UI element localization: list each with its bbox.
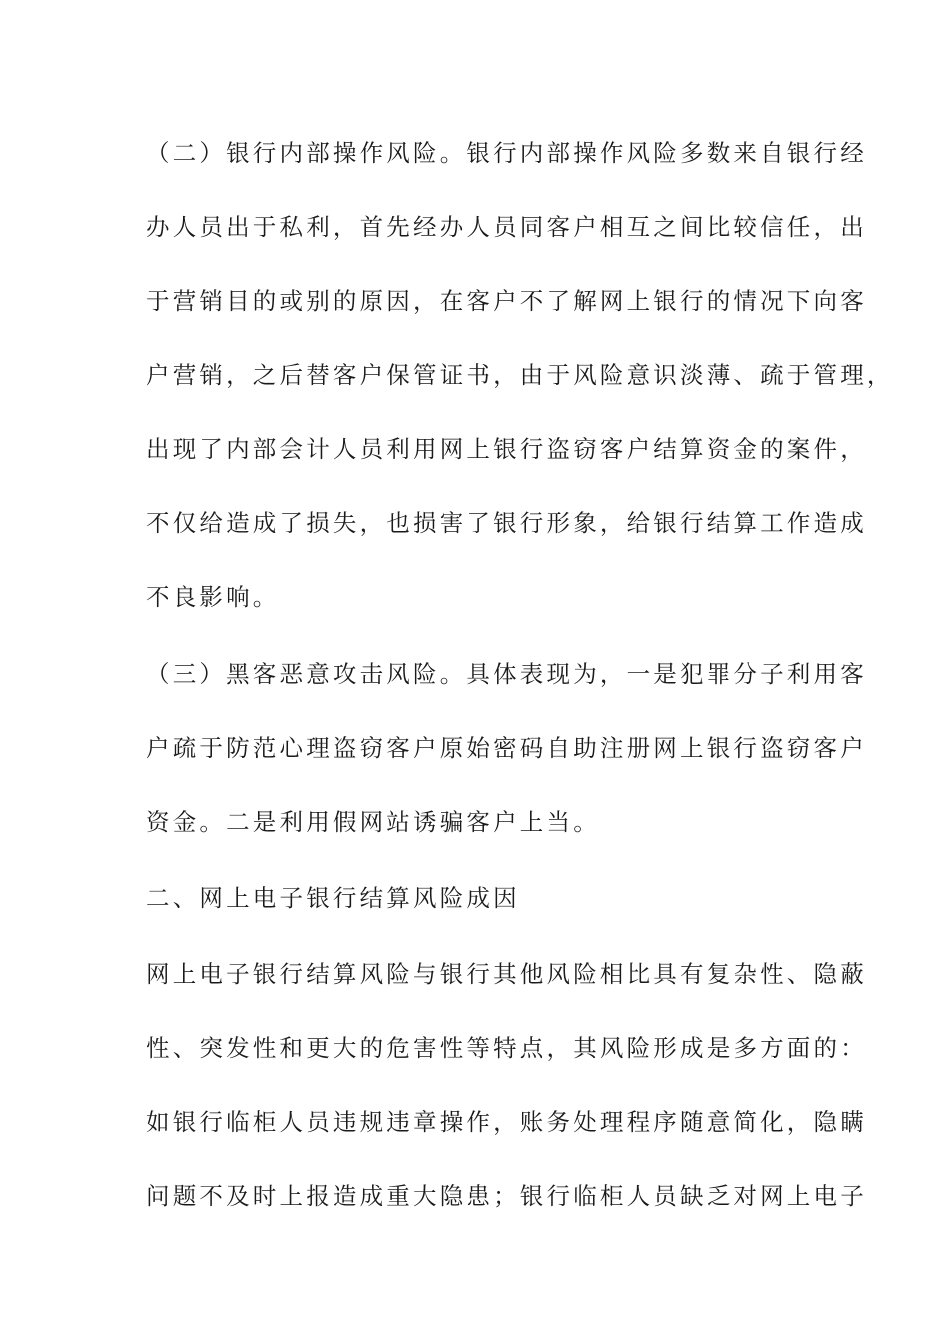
text-line: 性、突发性和更大的危害性等特点，其风险形成是多方面的： xyxy=(146,1034,867,1062)
text-line: （二）银行内部操作风险。银行内部操作风险多数来自银行经 xyxy=(146,139,867,167)
section-heading: 二、网上电子银行结算风险成因 xyxy=(146,884,520,912)
text-line: 户疏于防范心理盗窃客户原始密码自助注册网上银行盗窃客户 xyxy=(146,734,867,762)
text-line: 不良影响。 xyxy=(146,583,280,611)
text-line: 出现了内部会计人员利用网上银行盗窃客户结算资金的案件， xyxy=(146,435,867,463)
text-line: 网上电子银行结算风险与银行其他风险相比具有复杂性、隐蔽 xyxy=(146,960,867,988)
text-line: 不仅给造成了损失，也损害了银行形象，给银行结算工作造成 xyxy=(146,509,867,537)
text-line: （三）黑客恶意攻击风险。具体表现为，一是犯罪分子利用客 xyxy=(146,660,867,688)
text-line: 问题不及时上报造成重大隐患；银行临柜人员缺乏对网上电子 xyxy=(146,1182,867,1210)
text-line: 于营销目的或别的原因，在客户不了解网上银行的情况下向客 xyxy=(146,287,867,315)
text-line: 资金。二是利用假网站诱骗客户上当。 xyxy=(146,808,600,836)
text-line: 如银行临柜人员违规违章操作，账务处理程序随意简化，隐瞒 xyxy=(146,1108,867,1136)
text-line: 办人员出于私利，首先经办人员同客户相互之间比较信任，出 xyxy=(146,213,867,241)
text-line: 户营销，之后替客户保管证书，由于风险意识淡薄、疏于管理， xyxy=(146,361,894,389)
